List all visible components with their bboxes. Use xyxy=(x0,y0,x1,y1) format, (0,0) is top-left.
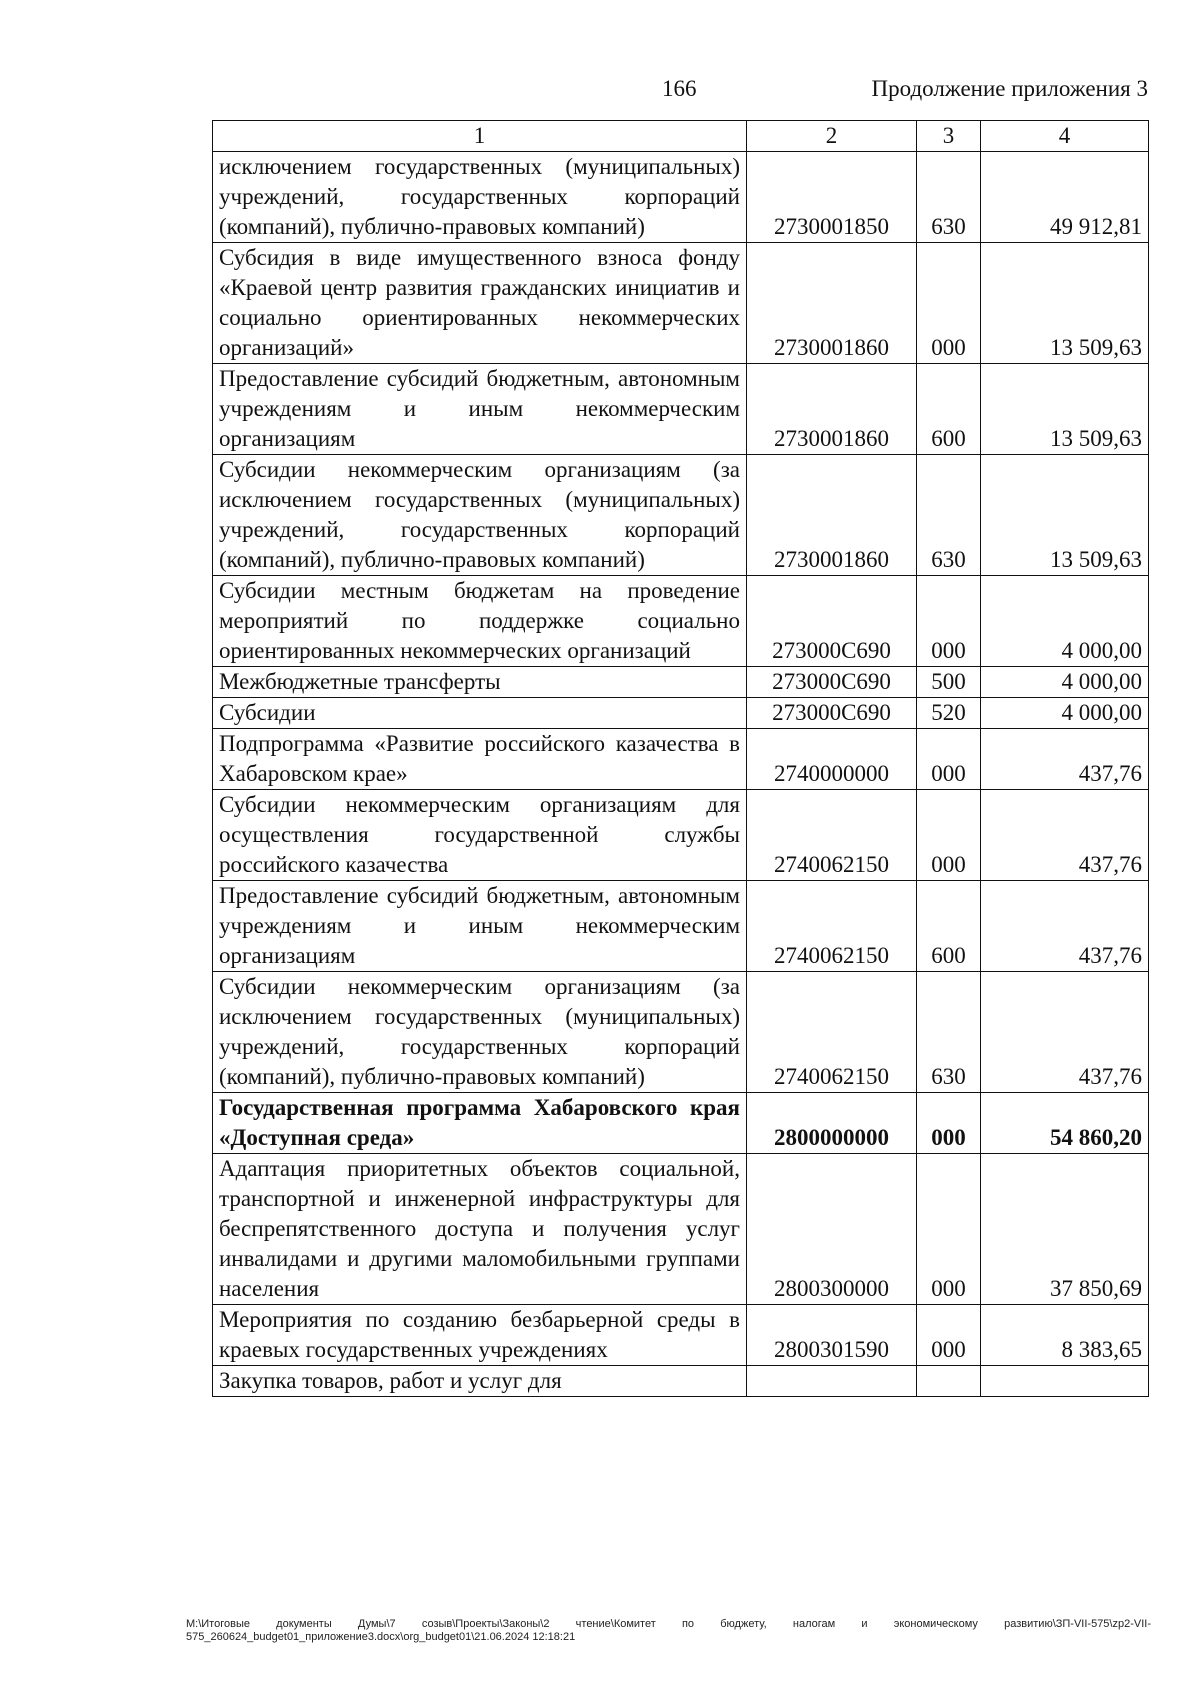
continuation-note: Продолжение приложения 3 xyxy=(871,76,1148,101)
table-row xyxy=(213,667,1149,698)
table-row xyxy=(213,1305,1149,1366)
row-target-code: 2740062150 xyxy=(747,972,917,1093)
row-amount: 4 000,00 xyxy=(981,576,1149,667)
row-description: Субсидии некоммерческим организациям для осуществления государственной службы российского казачества xyxy=(213,790,747,881)
row-expense-type: 000 xyxy=(917,1154,981,1305)
row-expense-type: 600 xyxy=(917,364,981,455)
table-row xyxy=(213,576,1149,667)
table-row xyxy=(213,1093,1149,1154)
row-description: Предоставление субсидий бюджетным, автономным учреждениям и иным некоммерческим организациям xyxy=(213,881,747,972)
row-expense-type: 630 xyxy=(917,152,981,243)
row-description: Государственная программа Хабаровского края «Доступная среда» xyxy=(213,1093,747,1154)
row-amount: 437,76 xyxy=(981,881,1149,972)
row-description: Субсидии xyxy=(213,698,747,729)
row-target-code: 2800000000 xyxy=(747,1093,917,1154)
row-expense-type: 000 xyxy=(917,729,981,790)
column-header-1: 1 xyxy=(213,121,747,152)
row-expense-type: 520 xyxy=(917,698,981,729)
row-expense-type: 000 xyxy=(917,1305,981,1366)
row-description: Мероприятия по созданию безбарьерной среды в краевых государственных учреждениях xyxy=(213,1305,747,1366)
row-description: Субсидии некоммерческим организациям (за исключением государственных (муниципальных) учреждений, государственных корпораций (компаний), публично-правовых компаний) xyxy=(213,972,747,1093)
row-expense-type: 000 xyxy=(917,576,981,667)
column-number-row xyxy=(213,121,1149,152)
row-description: Субсидии местным бюджетам на проведение мероприятий по поддержке социально ориентированных некоммерческих организаций xyxy=(213,576,747,667)
table-row xyxy=(213,152,1149,243)
row-amount: 437,76 xyxy=(981,972,1149,1093)
row-target-code: 273000С690 xyxy=(747,667,917,698)
column-header-4: 4 xyxy=(981,121,1149,152)
row-description: Предоставление субсидий бюджетным, автономным учреждениям и иным некоммерческим организациям xyxy=(213,364,747,455)
row-target-code: 2800300000 xyxy=(747,1154,917,1305)
row-target-code: 2730001850 xyxy=(747,152,917,243)
row-target-code: 2800301590 xyxy=(747,1305,917,1366)
table-row xyxy=(213,243,1149,364)
row-description: исключением государственных (муниципальных) учреждений, государственных корпораций (компаний), публично-правовых компаний) xyxy=(213,152,747,243)
row-target-code: 2730001860 xyxy=(747,364,917,455)
row-description: Субсидии некоммерческим организациям (за исключением государственных (муниципальных) учреждений, государственных корпораций (компаний), публично-правовых компаний) xyxy=(213,455,747,576)
row-amount: 13 509,63 xyxy=(981,243,1149,364)
row-target-code xyxy=(747,1366,917,1397)
row-amount: 13 509,63 xyxy=(981,364,1149,455)
row-target-code: 2740062150 xyxy=(747,790,917,881)
column-header-2: 2 xyxy=(747,121,917,152)
table-row xyxy=(213,790,1149,881)
table-row xyxy=(213,1154,1149,1305)
row-target-code: 273000С690 xyxy=(747,576,917,667)
table-row xyxy=(213,1366,1149,1397)
table-row xyxy=(213,698,1149,729)
budget-table xyxy=(212,120,1149,1397)
table-row xyxy=(213,881,1149,972)
row-description: Закупка товаров, работ и услуг для xyxy=(213,1366,747,1397)
row-amount xyxy=(981,1366,1149,1397)
row-expense-type: 000 xyxy=(917,790,981,881)
row-expense-type: 000 xyxy=(917,243,981,364)
row-amount: 437,76 xyxy=(981,729,1149,790)
document-path-footer: М:\Итоговые документы Думы\7 созыв\Проекты\Законы\2 чтение\Комитет по бюджету, налогам и экономическому развитию\ЗП-VII-575\zp2-VII-575_260624_budget01_приложение3.docx\org_budget01\21.06.2024 12:18:21 xyxy=(186,1618,1151,1643)
table-row xyxy=(213,729,1149,790)
row-expense-type: 500 xyxy=(917,667,981,698)
row-target-code: 273000С690 xyxy=(747,698,917,729)
row-amount: 37 850,69 xyxy=(981,1154,1149,1305)
table-row xyxy=(213,972,1149,1093)
column-header-3: 3 xyxy=(917,121,981,152)
row-description: Субсидия в виде имущественного взноса фонду «Краевой центр развития гражданских инициатив и социально ориентированных некоммерческих организаций» xyxy=(213,243,747,364)
row-amount: 437,76 xyxy=(981,790,1149,881)
row-target-code: 2740062150 xyxy=(747,881,917,972)
row-description: Адаптация приоритетных объектов социальной, транспортной и инженерной инфраструктуры для беспрепятственного доступа и получения услуг инвалидами и другими маломобильными группами населения xyxy=(213,1154,747,1305)
row-amount: 8 383,65 xyxy=(981,1305,1149,1366)
row-description: Подпрограмма «Развитие российского казачества в Хабаровском крае» xyxy=(213,729,747,790)
row-expense-type: 630 xyxy=(917,455,981,576)
row-expense-type: 000 xyxy=(917,1093,981,1154)
row-expense-type: 630 xyxy=(917,972,981,1093)
row-expense-type: 600 xyxy=(917,881,981,972)
row-amount: 49 912,81 xyxy=(981,152,1149,243)
page-number: 166 xyxy=(662,76,697,101)
row-expense-type xyxy=(917,1366,981,1397)
row-amount: 54 860,20 xyxy=(981,1093,1149,1154)
row-amount: 4 000,00 xyxy=(981,698,1149,729)
table-row xyxy=(213,455,1149,576)
table-row xyxy=(213,364,1149,455)
row-amount: 13 509,63 xyxy=(981,455,1149,576)
row-target-code: 2740000000 xyxy=(747,729,917,790)
row-amount: 4 000,00 xyxy=(981,667,1149,698)
row-target-code: 2730001860 xyxy=(747,455,917,576)
row-target-code: 2730001860 xyxy=(747,243,917,364)
row-description: Межбюджетные трансферты xyxy=(213,667,747,698)
